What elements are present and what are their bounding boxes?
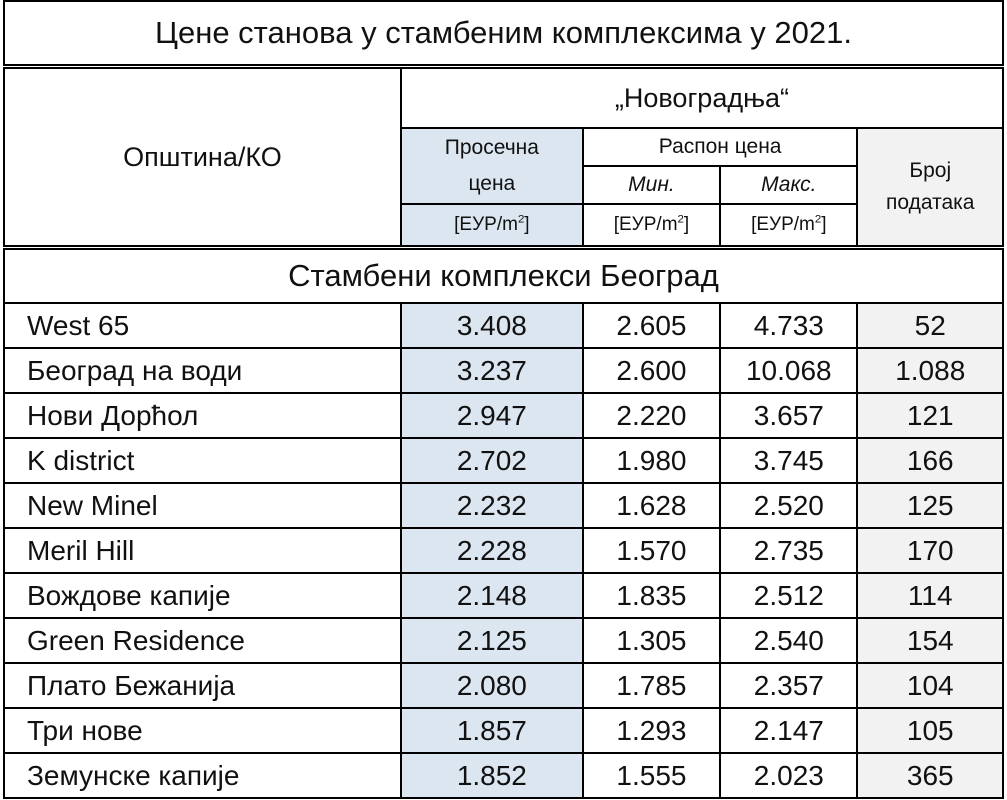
- row-min-price-cell: 1.980: [583, 438, 720, 483]
- row-max-price-cell: 2.520: [720, 483, 857, 528]
- row-max-price-cell: 2.512: [720, 573, 857, 618]
- row-count-cell: 365: [857, 753, 1003, 798]
- section-header: Стамбени комплекси Београд: [4, 248, 1003, 304]
- row-min-price-cell: 2.605: [583, 303, 720, 348]
- count-label-line2: података: [886, 191, 975, 214]
- row-name-cell: New Minel: [4, 483, 401, 528]
- row-avg-price-cell: 1.852: [401, 753, 583, 798]
- group-header: „Новоградња“: [401, 67, 1003, 129]
- row-count-cell: 104: [857, 663, 1003, 708]
- table-row: [4, 303, 1003, 348]
- table-row: [4, 708, 1003, 753]
- row-count-cell: 166: [857, 438, 1003, 483]
- row-min-price-cell: 1.835: [583, 573, 720, 618]
- avg-price-label-line1: Просечна: [444, 136, 539, 159]
- row-max-price-cell: 2.147: [720, 708, 857, 753]
- row-count-cell: 105: [857, 708, 1003, 753]
- row-min-price-cell: 1.293: [583, 708, 720, 753]
- row-max-price-cell: 2.540: [720, 618, 857, 663]
- row-avg-price-cell: 2.148: [401, 573, 583, 618]
- row-avg-price-cell: 2.232: [401, 483, 583, 528]
- row-avg-price-cell: 3.237: [401, 348, 583, 393]
- table-row: [4, 618, 1003, 663]
- price-range-header: Распон цена: [583, 128, 858, 166]
- row-min-price-cell: 1.555: [583, 753, 720, 798]
- table-row: [4, 753, 1003, 798]
- row-count-cell: 114: [857, 573, 1003, 618]
- min-header: Мин.: [583, 166, 720, 204]
- municipality-header: Општина/КО: [4, 67, 401, 248]
- row-name-cell: K district: [4, 438, 401, 483]
- avg-price-label-line2: цена: [468, 172, 516, 195]
- row-count-cell: 121: [857, 393, 1003, 438]
- row-name-cell: Meril Hill: [4, 528, 401, 573]
- max-header: Макс.: [720, 166, 857, 204]
- row-name-cell: Три нове: [4, 708, 401, 753]
- row-avg-price-cell: 1.857: [401, 708, 583, 753]
- row-avg-price-cell: 2.125: [401, 618, 583, 663]
- row-name-cell: Земунске капије: [4, 753, 401, 798]
- table-row: [4, 573, 1003, 618]
- row-min-price-cell: 1.570: [583, 528, 720, 573]
- row-avg-price-cell: 2.702: [401, 438, 583, 483]
- row-min-price-cell: 1.785: [583, 663, 720, 708]
- table-row: [4, 483, 1003, 528]
- row-avg-price-cell: 3.408: [401, 303, 583, 348]
- row-min-price-cell: 1.305: [583, 618, 720, 663]
- row-max-price-cell: 2.357: [720, 663, 857, 708]
- avg-price-header: [401, 128, 583, 204]
- row-name-cell: Green Residence: [4, 618, 401, 663]
- row-count-cell: 170: [857, 528, 1003, 573]
- row-max-price-cell: 10.068: [720, 348, 857, 393]
- min-unit-label: $[ЕУР/m^2]$: [583, 204, 720, 248]
- price-table: [3, 0, 1004, 799]
- row-max-price-cell: 2.735: [720, 528, 857, 573]
- price-table-document: [3, 0, 1004, 800]
- row-max-price-cell: 2.023: [720, 753, 857, 798]
- table-title: Цене станова у стамбеним комплексима у 2021.: [4, 1, 1003, 67]
- row-min-price-cell: 2.220: [583, 393, 720, 438]
- row-name-cell: Нови Дорћол: [4, 393, 401, 438]
- count-label-line1: Број: [909, 159, 952, 182]
- table-row: [4, 528, 1003, 573]
- row-min-price-cell: 2.600: [583, 348, 720, 393]
- row-max-price-cell: 3.745: [720, 438, 857, 483]
- row-avg-price-cell: 2.080: [401, 663, 583, 708]
- row-name-cell: Вождове капије: [4, 573, 401, 618]
- row-name-cell: West 65: [4, 303, 401, 348]
- row-count-cell: 1.088: [857, 348, 1003, 393]
- count-header: [857, 128, 1003, 248]
- row-name-cell: Плато Бежанија: [4, 663, 401, 708]
- avg-unit-label: $[ЕУР/m^2]$: [401, 204, 583, 248]
- row-name-cell: Београд на води: [4, 348, 401, 393]
- table-row: [4, 438, 1003, 483]
- row-count-cell: 125: [857, 483, 1003, 528]
- row-count-cell: 52: [857, 303, 1003, 348]
- row-count-cell: 154: [857, 618, 1003, 663]
- row-avg-price-cell: 2.228: [401, 528, 583, 573]
- max-unit-label: $[ЕУР/m^2]$: [720, 204, 857, 248]
- row-min-price-cell: 1.628: [583, 483, 720, 528]
- row-max-price-cell: 3.657: [720, 393, 857, 438]
- table-row: [4, 393, 1003, 438]
- table-row: [4, 348, 1003, 393]
- row-avg-price-cell: 2.947: [401, 393, 583, 438]
- table-row: [4, 663, 1003, 708]
- row-max-price-cell: 4.733: [720, 303, 857, 348]
